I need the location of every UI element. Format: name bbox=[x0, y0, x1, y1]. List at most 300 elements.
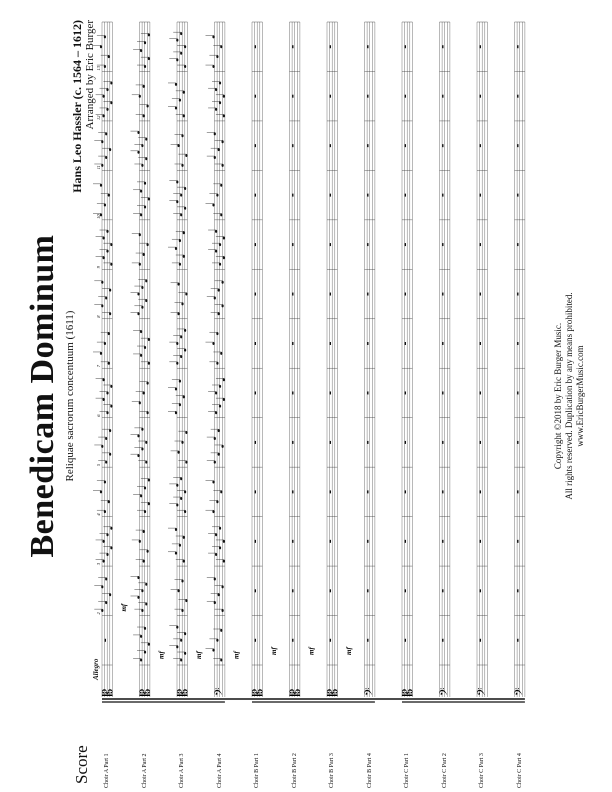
note-head bbox=[214, 296, 216, 299]
whole-rest bbox=[292, 144, 293, 147]
note-head bbox=[110, 527, 112, 530]
clef-glyph: 𝄢 bbox=[213, 687, 229, 696]
note-head bbox=[144, 205, 146, 208]
whole-rest bbox=[480, 639, 481, 642]
whole-rest bbox=[517, 45, 518, 48]
whole-rest bbox=[405, 144, 406, 147]
whole-rest bbox=[367, 639, 368, 642]
note-head bbox=[109, 429, 111, 432]
note-head bbox=[144, 651, 146, 654]
note-head bbox=[103, 540, 105, 543]
note-head bbox=[104, 35, 106, 38]
note-head bbox=[140, 190, 142, 193]
measure-number: 4 bbox=[96, 513, 101, 516]
part-label: Choir C Part 3 bbox=[479, 753, 485, 788]
piece-subtitle: Reliquae sacrorum concentuum (1611) bbox=[64, 310, 76, 482]
clef-glyph: 𝄢 bbox=[513, 687, 529, 696]
part-label: Choir A Part 4 bbox=[216, 753, 223, 788]
whole-rest bbox=[255, 45, 256, 48]
note-head bbox=[180, 213, 182, 216]
whole-rest bbox=[517, 589, 518, 592]
note-head bbox=[181, 441, 183, 444]
note-head bbox=[140, 49, 142, 52]
note-head bbox=[219, 101, 221, 104]
note-head bbox=[181, 164, 183, 167]
note-head bbox=[219, 405, 221, 408]
whole-rest bbox=[480, 45, 481, 48]
whole-rest bbox=[292, 391, 293, 394]
note-head bbox=[144, 182, 146, 185]
dynamic-marking: mf bbox=[157, 651, 166, 659]
note-head bbox=[139, 401, 141, 404]
note-head bbox=[105, 577, 107, 580]
note-head bbox=[145, 461, 147, 464]
whole-rest bbox=[367, 144, 368, 147]
note-head bbox=[148, 33, 150, 36]
whole-rest bbox=[517, 243, 518, 246]
note-head bbox=[101, 140, 103, 143]
whole-rest bbox=[367, 293, 368, 296]
whole-rest bbox=[480, 95, 481, 98]
note-head bbox=[175, 107, 177, 110]
note-head bbox=[175, 528, 177, 531]
note-head bbox=[145, 138, 147, 141]
whole-rest bbox=[405, 391, 406, 394]
note-head bbox=[185, 293, 187, 296]
part-label: Choir A Part 1 bbox=[104, 753, 110, 788]
whole-rest bbox=[480, 293, 481, 296]
note-head bbox=[176, 484, 178, 487]
whole-rest bbox=[255, 243, 256, 246]
note-head bbox=[184, 65, 186, 68]
note-head bbox=[178, 451, 180, 454]
note-head bbox=[216, 500, 218, 503]
note-head bbox=[147, 411, 149, 414]
whole-rest bbox=[442, 95, 443, 98]
note-head bbox=[141, 164, 143, 167]
note-head bbox=[214, 132, 216, 135]
whole-rest bbox=[480, 342, 481, 345]
whole-rest bbox=[292, 639, 293, 642]
note-head bbox=[216, 639, 218, 642]
whole-rest bbox=[292, 540, 293, 543]
whole-rest bbox=[255, 540, 256, 543]
clef-glyph: 𝄡 bbox=[288, 688, 304, 696]
note-head bbox=[215, 88, 217, 91]
note-head bbox=[106, 230, 108, 233]
whole-rest bbox=[442, 293, 443, 296]
composer-credit: Hans Leo Hassler (c. 1564 – 1612) bbox=[70, 20, 84, 193]
measure-number: 9 bbox=[96, 266, 101, 269]
note-head bbox=[104, 203, 106, 206]
note-head bbox=[148, 362, 150, 365]
note-head bbox=[147, 243, 149, 246]
whole-rest bbox=[292, 441, 293, 444]
note-head bbox=[100, 184, 102, 187]
whole-rest bbox=[255, 342, 256, 345]
part-label: Choir C Part 2 bbox=[441, 753, 448, 788]
part-label: Choir B Part 3 bbox=[329, 753, 335, 788]
whole-rest bbox=[517, 540, 518, 543]
note-head bbox=[212, 203, 214, 206]
note-head bbox=[215, 391, 217, 394]
whole-rest bbox=[255, 589, 256, 592]
whole-rest bbox=[367, 441, 368, 444]
measure-number: 10 bbox=[96, 214, 101, 219]
note-head bbox=[175, 388, 177, 391]
note-head bbox=[105, 461, 107, 464]
note-head bbox=[220, 629, 222, 632]
whole-rest bbox=[405, 45, 406, 48]
note-head bbox=[184, 329, 186, 332]
note-head bbox=[181, 609, 183, 612]
note-head bbox=[141, 144, 143, 147]
note-head bbox=[145, 279, 147, 282]
whole-rest bbox=[330, 441, 331, 444]
whole-rest bbox=[292, 589, 293, 592]
note-head bbox=[183, 395, 185, 398]
note-head bbox=[183, 91, 185, 94]
note-head bbox=[139, 95, 141, 98]
note-head bbox=[103, 256, 105, 259]
note-head bbox=[140, 635, 142, 638]
note-head bbox=[181, 134, 183, 137]
whole-rest bbox=[480, 540, 481, 543]
dynamic-marking: mf bbox=[195, 651, 203, 659]
whole-rest bbox=[480, 441, 481, 444]
note-head bbox=[137, 454, 139, 457]
whole-rest bbox=[405, 639, 406, 642]
note-head bbox=[143, 391, 145, 394]
note-head bbox=[101, 445, 103, 448]
note-head bbox=[148, 198, 150, 201]
note-head bbox=[109, 148, 111, 151]
note-head bbox=[185, 154, 187, 157]
note-head bbox=[144, 510, 146, 513]
whole-rest bbox=[367, 540, 368, 543]
note-head bbox=[180, 355, 182, 358]
note-head bbox=[141, 609, 143, 612]
whole-rest bbox=[330, 144, 331, 147]
note-head bbox=[180, 32, 182, 35]
note-head bbox=[105, 437, 107, 440]
whole-rest bbox=[480, 490, 481, 493]
note-head bbox=[109, 289, 111, 292]
whole-rest bbox=[517, 144, 518, 147]
note-head bbox=[216, 194, 218, 197]
note-head bbox=[145, 157, 147, 160]
part-label: Choir B Part 4 bbox=[366, 753, 373, 788]
whole-rest bbox=[255, 293, 256, 296]
note-head bbox=[223, 114, 225, 117]
part-label: Choir C Part 1 bbox=[404, 753, 410, 788]
note-head bbox=[218, 593, 220, 596]
note-head bbox=[176, 58, 178, 61]
whole-rest bbox=[367, 342, 368, 345]
whole-rest bbox=[442, 589, 443, 592]
whole-rest bbox=[517, 639, 518, 642]
note-head bbox=[223, 95, 225, 98]
clef-glyph: 𝄢 bbox=[476, 687, 491, 696]
note-head bbox=[101, 609, 103, 612]
whole-rest bbox=[255, 441, 256, 444]
note-head bbox=[101, 281, 103, 284]
note-head bbox=[176, 39, 178, 42]
note-head bbox=[103, 560, 105, 563]
note-head bbox=[141, 306, 143, 309]
whole-rest bbox=[517, 95, 518, 98]
note-head bbox=[218, 289, 220, 292]
note-head bbox=[105, 601, 107, 604]
whole-rest bbox=[255, 639, 256, 642]
note-head bbox=[178, 589, 180, 592]
note-head bbox=[144, 627, 146, 630]
whole-rest bbox=[405, 293, 406, 296]
note-head bbox=[106, 88, 108, 91]
note-head bbox=[179, 263, 181, 266]
note-head bbox=[175, 411, 177, 414]
note-head bbox=[101, 304, 103, 307]
note-head bbox=[139, 540, 141, 543]
note-head bbox=[147, 382, 149, 385]
whole-rest bbox=[442, 342, 443, 345]
note-head bbox=[216, 55, 218, 58]
note-head bbox=[108, 194, 110, 197]
note-head bbox=[137, 293, 139, 296]
dynamic-marking: mf bbox=[307, 647, 316, 655]
whole-rest bbox=[330, 540, 331, 543]
measure-number: 8 bbox=[96, 315, 101, 318]
note-head bbox=[222, 585, 224, 588]
note-head bbox=[184, 632, 186, 635]
note-head bbox=[144, 41, 146, 44]
whole-rest bbox=[292, 95, 293, 98]
note-head bbox=[144, 65, 146, 68]
note-head bbox=[222, 281, 224, 284]
note-head bbox=[185, 431, 187, 434]
note-head bbox=[104, 481, 106, 484]
note-head bbox=[176, 645, 178, 648]
note-head bbox=[141, 448, 143, 451]
note-head bbox=[140, 659, 142, 662]
note-head bbox=[215, 411, 217, 414]
whole-rest bbox=[367, 490, 368, 493]
whole-rest bbox=[480, 589, 481, 592]
note-head bbox=[214, 437, 216, 440]
note-head bbox=[144, 346, 146, 349]
part-label: Choir B Part 2 bbox=[291, 753, 298, 788]
whole-rest bbox=[517, 342, 518, 345]
note-head bbox=[216, 332, 218, 335]
note-head bbox=[178, 312, 180, 315]
note-head bbox=[222, 164, 224, 167]
note-head bbox=[139, 233, 141, 236]
note-head bbox=[180, 497, 182, 500]
note-head bbox=[110, 546, 112, 549]
whole-rest bbox=[330, 391, 331, 394]
whole-rest bbox=[292, 342, 293, 345]
whole-rest bbox=[330, 490, 331, 493]
whole-rest bbox=[292, 194, 293, 197]
note-head bbox=[212, 481, 214, 484]
part-label: Choir C Part 4 bbox=[516, 753, 523, 788]
note-head bbox=[214, 601, 216, 604]
note-head bbox=[106, 108, 108, 111]
clef-glyph: 𝄡 bbox=[176, 688, 191, 696]
note-head bbox=[212, 65, 214, 68]
whole-rest bbox=[442, 490, 443, 493]
whole-rest bbox=[367, 95, 368, 98]
whole-rest bbox=[255, 391, 256, 394]
whole-rest bbox=[330, 45, 331, 48]
whole-rest bbox=[367, 45, 368, 48]
note-head bbox=[109, 312, 111, 315]
note-head bbox=[183, 536, 185, 539]
note-head bbox=[110, 263, 112, 266]
whole-rest bbox=[255, 144, 256, 147]
note-head bbox=[215, 108, 217, 111]
note-head bbox=[147, 550, 149, 553]
note-head bbox=[178, 144, 180, 147]
whole-rest bbox=[405, 194, 406, 197]
note-head bbox=[223, 540, 225, 543]
whole-rest bbox=[330, 95, 331, 98]
note-head bbox=[219, 263, 221, 266]
whole-rest bbox=[517, 490, 518, 493]
part-label: Choir A Part 3 bbox=[179, 753, 185, 788]
copyright-line-2: All rights reserved. Duplication by any means prohibited. bbox=[564, 292, 574, 500]
dynamic-marking: mf bbox=[232, 651, 241, 659]
clef-glyph: 𝄡 bbox=[251, 688, 266, 696]
note-head bbox=[179, 380, 181, 383]
note-head bbox=[176, 362, 178, 365]
whole-rest bbox=[405, 540, 406, 543]
whole-rest bbox=[517, 391, 518, 394]
whole-rest bbox=[255, 95, 256, 98]
copyright-line-3: www.EricBurgerMusic.com bbox=[575, 345, 585, 447]
note-head bbox=[103, 237, 105, 240]
note-head bbox=[184, 187, 186, 190]
note-head bbox=[140, 494, 142, 497]
whole-rest bbox=[405, 243, 406, 246]
note-head bbox=[212, 35, 214, 38]
note-head bbox=[220, 659, 222, 662]
measure-number: 3 bbox=[96, 562, 101, 566]
score-label: Score bbox=[72, 745, 91, 784]
note-head bbox=[108, 362, 110, 365]
note-head bbox=[108, 55, 110, 58]
dynamic-marking: mf bbox=[270, 647, 278, 655]
whole-rest bbox=[367, 391, 368, 394]
clef-glyph: 𝄡 bbox=[101, 688, 116, 696]
whole-rest bbox=[405, 441, 406, 444]
note-head bbox=[100, 490, 102, 493]
note-head bbox=[148, 57, 150, 60]
note-head bbox=[137, 131, 139, 134]
measure-number: 11 bbox=[96, 165, 101, 170]
note-head bbox=[109, 453, 111, 456]
note-head bbox=[137, 576, 139, 579]
note-head bbox=[220, 213, 222, 216]
whole-rest bbox=[367, 589, 368, 592]
note-head bbox=[143, 85, 145, 88]
dynamic-marking: mf bbox=[345, 647, 353, 655]
whole-rest bbox=[517, 194, 518, 197]
note-head bbox=[183, 231, 185, 234]
piece-title: Benedicam Dominum bbox=[24, 234, 61, 558]
note-head bbox=[137, 151, 139, 154]
whole-rest bbox=[442, 441, 443, 444]
note-head bbox=[143, 530, 145, 533]
note-head bbox=[103, 398, 105, 401]
note-head bbox=[137, 312, 139, 315]
whole-rest bbox=[442, 194, 443, 197]
note-head bbox=[140, 213, 142, 216]
whole-rest bbox=[480, 391, 481, 394]
note-head bbox=[181, 579, 183, 582]
note-head bbox=[214, 156, 216, 159]
note-head bbox=[184, 45, 186, 48]
part-label: Choir B Part 1 bbox=[254, 753, 260, 788]
note-head bbox=[100, 45, 102, 48]
note-head bbox=[148, 479, 150, 482]
note-head bbox=[214, 577, 216, 580]
whole-rest bbox=[292, 490, 293, 493]
whole-rest bbox=[480, 243, 481, 246]
note-head bbox=[216, 362, 218, 365]
note-head bbox=[180, 335, 182, 338]
note-head bbox=[218, 453, 220, 456]
note-head bbox=[180, 477, 182, 480]
note-head bbox=[183, 255, 185, 258]
part-label: Choir A Part 2 bbox=[141, 753, 148, 788]
note-head bbox=[141, 589, 143, 592]
note-head bbox=[215, 230, 217, 233]
note-head bbox=[106, 411, 108, 414]
note-head bbox=[215, 250, 217, 253]
note-head bbox=[176, 504, 178, 507]
note-head bbox=[223, 237, 225, 240]
note-head bbox=[101, 164, 103, 167]
note-head bbox=[176, 180, 178, 183]
note-head bbox=[140, 330, 142, 333]
note-head bbox=[219, 385, 221, 388]
note-head bbox=[219, 82, 221, 85]
whole-rest bbox=[442, 639, 443, 642]
note-head bbox=[184, 490, 186, 493]
note-head bbox=[148, 502, 150, 505]
note-head bbox=[223, 398, 225, 401]
whole-rest bbox=[405, 589, 406, 592]
note-head bbox=[222, 445, 224, 448]
note-head bbox=[179, 544, 181, 547]
whole-rest bbox=[255, 490, 256, 493]
clef-glyph: 𝄡 bbox=[401, 688, 416, 696]
note-head bbox=[212, 649, 214, 652]
note-head bbox=[223, 378, 225, 381]
note-head bbox=[214, 461, 216, 464]
note-head bbox=[222, 304, 224, 307]
note-head bbox=[101, 585, 103, 588]
note-head bbox=[175, 552, 177, 555]
note-head bbox=[103, 378, 105, 381]
note-head bbox=[183, 114, 185, 117]
whole-rest bbox=[442, 144, 443, 147]
whole-rest bbox=[105, 639, 106, 642]
note-head bbox=[176, 200, 178, 203]
note-head bbox=[141, 286, 143, 289]
note-head bbox=[106, 553, 108, 556]
